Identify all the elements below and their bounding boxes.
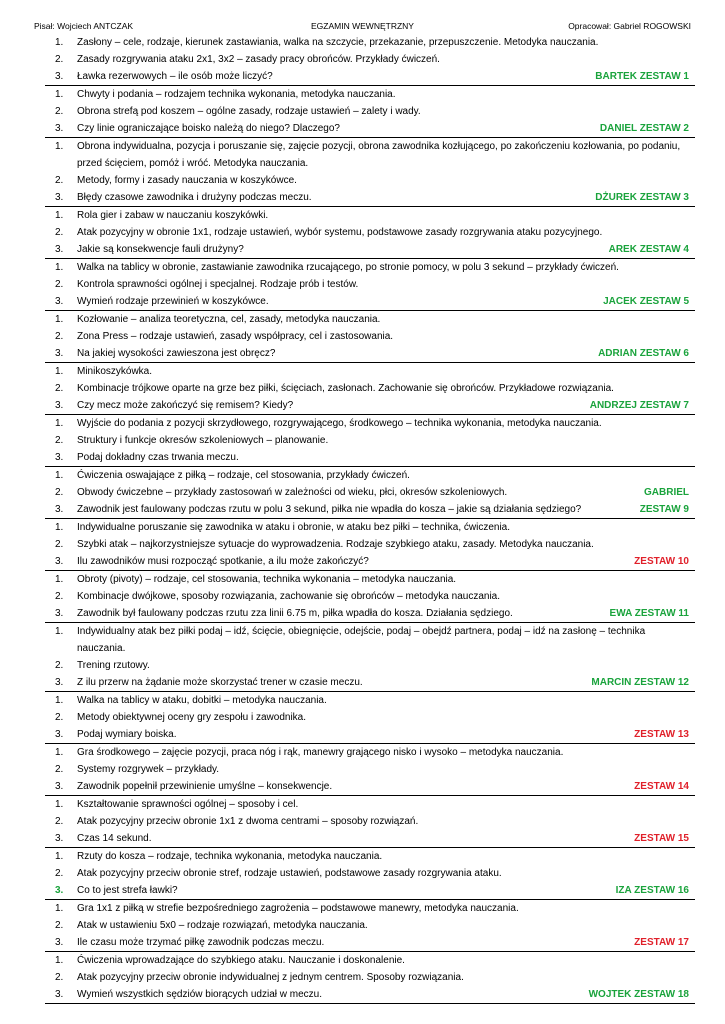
question-text: Z ilu przerw na żądanie może skorzystać trener w czasie meczu. bbox=[77, 677, 363, 688]
question-number: 3. bbox=[55, 989, 64, 1000]
set-label bbox=[634, 726, 689, 743]
question-row bbox=[45, 986, 695, 1003]
question-text: Indywidualny atak bez piłki podaj – idź, ścięcie, obiegnięcie, odejście, podaj – obejdź partnera, podaj – idź na zasłonę – technika nauczania. bbox=[77, 626, 646, 654]
question-row bbox=[45, 605, 695, 622]
question-number: 1. bbox=[55, 522, 64, 533]
question-text: Zona Press – rodzaje ustawień, zasady współpracy, cel i zastosowania. bbox=[77, 331, 394, 342]
set-label-text: ZESTAW 10 bbox=[634, 556, 689, 567]
set-label-text: ANDRZEJ ZESTAW 7 bbox=[589, 400, 689, 411]
question-number: 3. bbox=[55, 400, 64, 411]
question-row bbox=[45, 207, 695, 224]
question-number: 3. bbox=[55, 729, 64, 740]
set-label-text: ZESTAW 14 bbox=[634, 781, 689, 792]
question-text: Gra 1x1 z piłką w strefie bezpośredniego zagrożenia – podstawowe manewry, metodyka nauczania. bbox=[77, 903, 519, 914]
question-number: 1. bbox=[55, 851, 64, 862]
set-label-text: DŻUREK ZESTAW 3 bbox=[595, 192, 689, 203]
set-label-text: WOJTEK ZESTAW 18 bbox=[588, 989, 689, 1000]
page-header bbox=[0, 19, 725, 33]
question-number: 1. bbox=[55, 799, 64, 810]
question-row bbox=[45, 51, 695, 68]
exam-set bbox=[45, 796, 695, 848]
question-row bbox=[45, 380, 695, 397]
question-number: 1. bbox=[55, 262, 64, 273]
question-row bbox=[45, 674, 695, 691]
question-row bbox=[45, 432, 695, 449]
question-text: Atak pozycyjny w obronie 1x1, rodzaje ustawień, wybór systemu, podstawowe zasady rozgrywania ataku pozycyjnego. bbox=[77, 227, 603, 238]
question-text: Walka na tablicy w ataku, dobitki – metodyka nauczania. bbox=[77, 695, 327, 706]
question-text: Czy linie ograniczające boisko należą do niego? Dlaczego? bbox=[77, 123, 340, 134]
question-row bbox=[45, 813, 695, 830]
question-number: 3. bbox=[55, 244, 64, 255]
question-text: Metody, formy i zasady nauczania w koszykówce. bbox=[77, 175, 297, 186]
question-number: 1. bbox=[55, 955, 64, 966]
question-number: 3. bbox=[55, 833, 64, 844]
question-row bbox=[45, 657, 695, 674]
set-label bbox=[609, 241, 689, 258]
question-number: 1. bbox=[55, 141, 64, 152]
question-text: Błędy czasowe zawodnika i drużyny podczas meczu. bbox=[77, 192, 312, 203]
question-row bbox=[45, 276, 695, 293]
question-row bbox=[45, 934, 695, 951]
question-text: Co to jest strefa ławki? bbox=[77, 885, 178, 896]
question-text: Kontrola sprawności ogólnej i specjalnej. Rodzaje prób i testów. bbox=[77, 279, 359, 290]
exam-set bbox=[45, 415, 695, 467]
header-title: EGZAMIN WEWNĘTRZNY bbox=[311, 21, 414, 31]
set-label bbox=[610, 605, 689, 622]
set-label-text: ZESTAW 13 bbox=[634, 729, 689, 740]
question-number: 3. bbox=[55, 556, 64, 567]
question-text: Kozłowanie – analiza teoretyczna, cel, zasady, metodyka nauczania. bbox=[77, 314, 381, 325]
question-row bbox=[45, 519, 695, 536]
set-label bbox=[591, 674, 689, 691]
question-text: Minikoszykówka. bbox=[77, 366, 153, 377]
question-text: Podaj wymiary boiska. bbox=[77, 729, 177, 740]
question-text: Atak pozycyjny przeciw obronie indywidualnej z jednym centrem. Sposoby rozwiązania. bbox=[77, 972, 464, 983]
exam-set bbox=[45, 207, 695, 259]
question-number: 2. bbox=[55, 816, 64, 827]
set-label-text-2: ZESTAW 9 bbox=[639, 504, 689, 515]
question-text: Zasłony – cele, rodzaje, kierunek zastawiania, walka na szczycie, przekazanie, przepuszczenie. Metodyka nauczania. bbox=[77, 37, 599, 48]
question-row bbox=[45, 536, 695, 553]
question-row bbox=[45, 189, 695, 206]
question-number: 2. bbox=[55, 54, 64, 65]
question-number: 1. bbox=[55, 314, 64, 325]
question-number: 3. bbox=[55, 937, 64, 948]
question-number: 3. bbox=[55, 348, 64, 359]
question-number: 2. bbox=[55, 279, 64, 290]
question-row bbox=[45, 34, 695, 51]
question-number: 1. bbox=[55, 574, 64, 585]
question-row bbox=[45, 900, 695, 917]
question-text: Wymień wszystkich sędziów biorących udział w meczu. bbox=[77, 989, 322, 1000]
question-text: Ilu zawodników musi rozpocząć spotkanie, a ilu może zakończyć? bbox=[77, 556, 369, 567]
question-row bbox=[45, 917, 695, 934]
question-number: 2. bbox=[55, 487, 64, 498]
question-number: 3. bbox=[55, 123, 64, 134]
question-text: Zawodnik popełnił przewinienie umyślne – konsekwencje. bbox=[77, 781, 333, 792]
question-text: Walka na tablicy w obronie, zastawianie zawodnika rzucającego, po stronie pomocy, w polu 3 sekund – przykłady ćwiczeń. bbox=[77, 262, 619, 273]
question-text: Obrona indywidualna, pozycja i poruszanie się, zajęcie pozycji, obrona zawodnika kozłującego, po zakończeniu kozłowania, po podaniu, przed ścięciem, pomóż i wróć. Metodyka nauczania. bbox=[77, 141, 681, 169]
question-text: Atak pozycyjny przeciw obronie stref, rodzaje ustawień, podstawowe zasady rozgrywania ataku. bbox=[77, 868, 502, 879]
question-text: Trening rzutowy. bbox=[77, 660, 150, 671]
question-row bbox=[45, 501, 695, 518]
set-label-text: IZA ZESTAW 16 bbox=[615, 885, 689, 896]
question-number: 2. bbox=[55, 660, 64, 671]
question-text: Na jakiej wysokości zawieszona jest obręcz? bbox=[77, 348, 276, 359]
exam-set bbox=[45, 259, 695, 311]
question-number: 2. bbox=[55, 175, 64, 186]
question-number: 2. bbox=[55, 591, 64, 602]
question-row bbox=[45, 865, 695, 882]
question-row bbox=[45, 120, 695, 137]
exam-set bbox=[45, 900, 695, 952]
question-row bbox=[45, 588, 695, 605]
set-label bbox=[598, 345, 689, 362]
question-number: 1. bbox=[55, 418, 64, 429]
question-text: Ile czasu może trzymać piłkę zawodnik podczas meczu. bbox=[77, 937, 325, 948]
question-number: 2. bbox=[55, 764, 64, 775]
question-number: 1. bbox=[55, 366, 64, 377]
question-text: Gra środkowego – zajęcie pozycji, praca nóg i rąk, manewry grającego nisko i wysoko – metodyka nauczania. bbox=[77, 747, 564, 758]
set-label bbox=[595, 68, 689, 85]
question-row bbox=[45, 224, 695, 241]
set-label-text: MARCIN ZESTAW 12 bbox=[591, 677, 689, 688]
question-row bbox=[45, 761, 695, 778]
exam-set bbox=[45, 363, 695, 415]
question-number: 1. bbox=[55, 903, 64, 914]
question-row bbox=[45, 796, 695, 813]
question-row bbox=[45, 259, 695, 276]
question-number: 3. bbox=[55, 608, 64, 619]
question-number: 3. bbox=[55, 781, 64, 792]
question-text: Obwody ćwiczebne – przykłady zastosowań w zależności od wieku, płci, okresów szkoleniowych. bbox=[77, 487, 508, 498]
question-text: Szybki atak – najkorzystniejsze sytuacje do wyprowadzenia. Rodzaje szybkiego ataku, zasady. Metodyka nauczania. bbox=[77, 539, 594, 550]
question-text: Atak w ustawieniu 5x0 – rodzaje rozwiązań, metodyka nauczania. bbox=[77, 920, 368, 931]
question-number: 3. bbox=[55, 677, 64, 688]
set-label-text: EWA ZESTAW 11 bbox=[609, 608, 689, 619]
question-number: 2. bbox=[55, 972, 64, 983]
question-row bbox=[45, 848, 695, 865]
question-number: 3. bbox=[55, 296, 64, 307]
question-number: 3. bbox=[55, 71, 64, 82]
question-number: 2. bbox=[55, 383, 64, 394]
set-label bbox=[616, 882, 689, 899]
exam-set bbox=[45, 34, 695, 86]
question-text: Ławka rezerwowych – ile osób może liczyć? bbox=[77, 71, 273, 82]
set-label bbox=[634, 934, 689, 951]
question-text: Ćwiczenia wprowadzające do szybkiego ataku. Nauczanie i doskonalenie. bbox=[77, 955, 405, 966]
question-row bbox=[45, 311, 695, 328]
question-text: Zasady rozgrywania ataku 2x1, 3x2 – zasady pracy obrońców. Przykłady ćwiczeń. bbox=[77, 54, 440, 65]
question-row bbox=[45, 623, 695, 657]
question-row bbox=[45, 103, 695, 120]
question-number: 2. bbox=[55, 920, 64, 931]
question-text: Obrona strefą pod koszem – ogólne zasady, rodzaje ustawień – zalety i wady. bbox=[77, 106, 421, 117]
question-number: 1. bbox=[55, 210, 64, 221]
question-row bbox=[45, 726, 695, 743]
question-text: Zawodnik jest faulowany podczas rzutu w polu 3 sekund, piłka nie wpadła do kosza – jakie są działania sędziego? bbox=[77, 504, 582, 515]
question-number: 2. bbox=[55, 435, 64, 446]
question-row bbox=[45, 415, 695, 432]
question-text: Podaj dokładny czas trwania meczu. bbox=[77, 452, 239, 463]
exam-sets-list bbox=[45, 34, 695, 1004]
question-number: 3. bbox=[55, 192, 64, 203]
question-row bbox=[45, 553, 695, 570]
question-number: 1. bbox=[55, 626, 64, 637]
question-text: Rola gier i zabaw w nauczaniu koszykówki. bbox=[77, 210, 269, 221]
question-text: Obroty (pivoty) – rodzaje, cel stosowania, technika wykonania – metodyka nauczania. bbox=[77, 574, 457, 585]
question-text: Kombinacje trójkowe oparte na grze bez piłki, ścięciach, zasłonach. Zachowanie się obrońców. Przykładowe rozwiązania. bbox=[77, 383, 614, 394]
question-row bbox=[45, 744, 695, 761]
question-number: 1. bbox=[55, 695, 64, 706]
question-number: 2. bbox=[55, 331, 64, 342]
question-text: Czas 14 sekund. bbox=[77, 833, 152, 844]
set-label-text: ZESTAW 15 bbox=[634, 833, 689, 844]
question-row bbox=[45, 241, 695, 258]
question-text: Rzuty do kosza – rodzaje, technika wykonania, metodyka nauczania. bbox=[77, 851, 383, 862]
question-row bbox=[45, 969, 695, 986]
question-row bbox=[45, 709, 695, 726]
question-text: Atak pozycyjny przeciw obronie 1x1 z dwoma centrami – sposoby rozwiązań. bbox=[77, 816, 419, 827]
question-row bbox=[45, 328, 695, 345]
question-number: 2. bbox=[55, 106, 64, 117]
set-label-text: ZESTAW 17 bbox=[634, 937, 689, 948]
question-row bbox=[45, 138, 695, 172]
question-text: Kształtowanie sprawności ogólnej – sposoby i cel. bbox=[77, 799, 299, 810]
question-row bbox=[45, 68, 695, 85]
exam-set bbox=[45, 138, 695, 207]
question-number: 3. bbox=[55, 504, 64, 515]
header-editor: Opracował: Gabriel ROGOWSKI bbox=[568, 21, 691, 31]
exam-set bbox=[45, 571, 695, 623]
question-row bbox=[45, 571, 695, 588]
question-row bbox=[45, 172, 695, 189]
header-author: Pisał: Wojciech ANTCZAK bbox=[34, 21, 134, 31]
question-row bbox=[45, 882, 695, 899]
question-number: 3. bbox=[55, 452, 64, 463]
exam-set bbox=[45, 519, 695, 571]
set-label-text: JACEK ZESTAW 5 bbox=[603, 296, 689, 307]
question-text: Czy mecz może zakończyć się remisem? Kiedy? bbox=[77, 400, 294, 411]
exam-set bbox=[45, 848, 695, 900]
question-row bbox=[45, 363, 695, 380]
set-label-text: BARTEK ZESTAW 1 bbox=[595, 71, 689, 82]
question-row bbox=[45, 449, 695, 466]
exam-set bbox=[45, 744, 695, 796]
set-label-text: ADRIAN ZESTAW 6 bbox=[598, 348, 689, 359]
question-number: 2. bbox=[55, 712, 64, 723]
question-row bbox=[45, 345, 695, 362]
question-number: 2. bbox=[55, 868, 64, 879]
question-row bbox=[45, 397, 695, 414]
set-label bbox=[634, 778, 689, 795]
question-text: Kombinacje dwójkowe, sposoby rozwiązania, zachowanie się obrońców – metodyka nauczania. bbox=[77, 591, 501, 602]
question-text: Wymień rodzaje przewinień w koszykówce. bbox=[77, 296, 269, 307]
set-label-text: AREK ZESTAW 4 bbox=[608, 244, 689, 255]
set-label bbox=[589, 986, 689, 1003]
set-label-text: GABRIEL bbox=[644, 487, 689, 498]
question-number: 1. bbox=[55, 470, 64, 481]
set-label bbox=[595, 189, 689, 206]
question-text: Chwyty i podania – rodzajem technika wykonania, metodyka nauczania. bbox=[77, 89, 396, 100]
question-text: Jakie są konsekwencje fauli drużyny? bbox=[77, 244, 244, 255]
exam-set bbox=[45, 467, 695, 519]
question-number: 1. bbox=[55, 37, 64, 48]
question-number: 2. bbox=[55, 227, 64, 238]
question-row bbox=[45, 86, 695, 103]
question-row bbox=[45, 778, 695, 795]
question-number: 1. bbox=[55, 89, 64, 100]
question-number: 3. bbox=[55, 885, 64, 896]
question-row bbox=[45, 293, 695, 310]
question-number: 2. bbox=[55, 539, 64, 550]
set-label-text: DANIEL ZESTAW 2 bbox=[599, 123, 689, 134]
question-row bbox=[45, 467, 695, 484]
question-row bbox=[45, 952, 695, 969]
set-label bbox=[634, 830, 689, 847]
exam-set bbox=[45, 623, 695, 692]
set-label bbox=[600, 120, 689, 137]
question-text: Struktury i funkcje okresów szkoleniowych – planowanie. bbox=[77, 435, 329, 446]
question-text: Ćwiczenia oswajające z piłką – rodzaje, cel stosowania, przykłady ćwiczeń. bbox=[77, 470, 410, 481]
exam-set bbox=[45, 952, 695, 1004]
exam-set bbox=[45, 86, 695, 138]
set-label bbox=[603, 293, 689, 310]
question-text: Zawodnik był faulowany podczas rzutu zza linii 6.75 m, piłka wpadła do kosza. Działania sędziego. bbox=[77, 608, 513, 619]
question-text: Metody obiektywnej oceny gry zespołu i zawodnika. bbox=[77, 712, 307, 723]
exam-set bbox=[45, 311, 695, 363]
set-label bbox=[634, 553, 689, 570]
exam-set bbox=[45, 692, 695, 744]
question-row bbox=[45, 830, 695, 847]
question-text: Systemy rozgrywek – przykłady. bbox=[77, 764, 220, 775]
question-text: Wyjście do podania z pozycji skrzydłowego, rozgrywającego, środkowego – technika wykonania, metodyka nauczania. bbox=[77, 418, 602, 429]
question-number: 1. bbox=[55, 747, 64, 758]
set-label bbox=[590, 397, 689, 414]
question-row bbox=[45, 692, 695, 709]
question-text: Indywidualne poruszanie się zawodnika w ataku i obronie, w ataku bez piłki – technika, ćwiczenia. bbox=[77, 522, 511, 533]
